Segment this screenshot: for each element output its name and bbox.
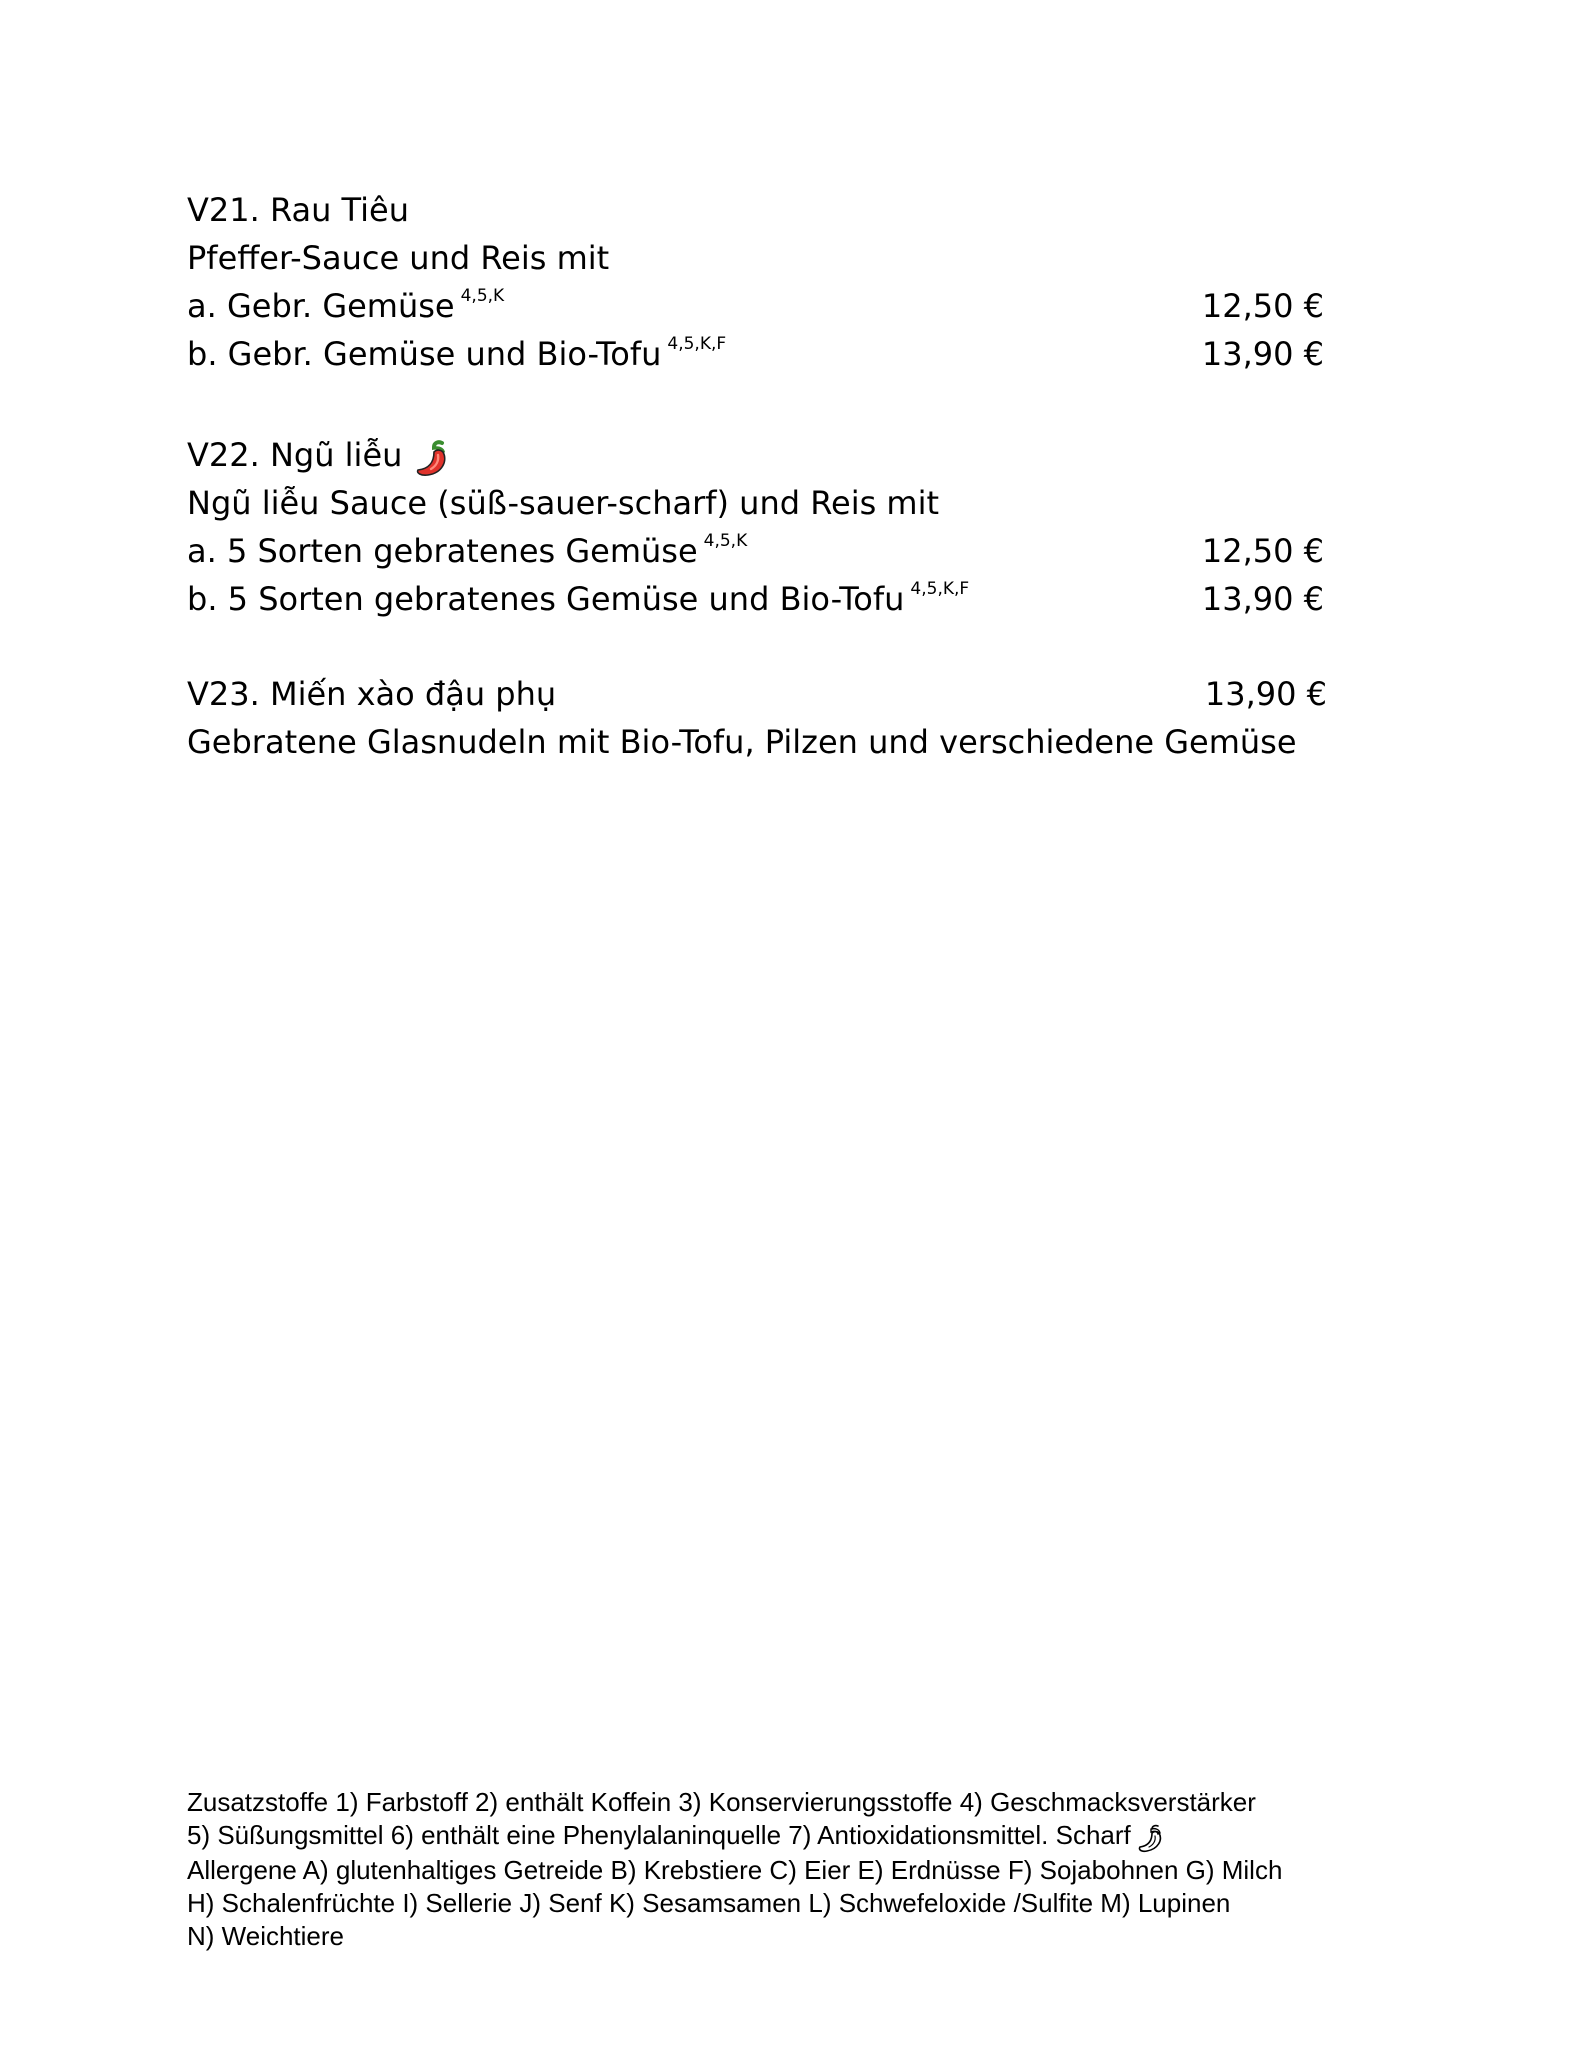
item-title-row — [187, 670, 1337, 718]
option-label: b. Gebr. Gemüse und Bio-Tofu — [187, 335, 662, 373]
chili-pepper-icon — [412, 435, 456, 479]
item-option — [187, 330, 1337, 378]
option-label: b. 5 Sorten gebratenes Gemüse und Bio-Tofu — [187, 580, 905, 618]
legend-text: 5) Süßungsmittel 6) enthält eine Phenylalaninquelle 7) Antioxidationsmittel. Scharf — [187, 1820, 1131, 1850]
option-label: a. Gebr. Gemüse — [187, 287, 455, 325]
legend-line — [187, 1819, 1437, 1854]
option-allergens: 4,5,K,F — [667, 334, 727, 355]
option-allergens: 4,5,K,F — [910, 579, 970, 600]
legend-line: Zusatzstoffe 1) Farbstoff 2) enthält Koffein 3) Konservierungsstoffe 4) Geschmacksverstärker — [187, 1787, 1256, 1817]
option-price: 13,90 € — [1201, 335, 1324, 373]
item-option — [187, 575, 1337, 623]
item-title-row — [187, 431, 1337, 479]
item-price: 13,90 € — [1204, 675, 1327, 713]
item-description: Ngũ liễu Sauce (süß-sauer-scharf) und Reis mit — [187, 484, 940, 522]
option-label: a. 5 Sorten gebratenes Gemüse — [187, 532, 698, 570]
item-option — [187, 527, 1337, 575]
chili-outline-icon — [1135, 1820, 1169, 1854]
option-price: 12,50 € — [1201, 532, 1324, 570]
item-description: Pfeffer-Sauce und Reis mit — [187, 239, 610, 277]
menu-list — [187, 186, 1337, 766]
item-title: V21. Rau Tiêu — [187, 191, 409, 229]
allergen-legend — [187, 1786, 1437, 1953]
option-price: 12,50 € — [1201, 287, 1324, 325]
legend-line: N) Weichtiere — [187, 1921, 345, 1952]
option-allergens: 4,5,K — [460, 286, 505, 307]
item-option — [187, 282, 1337, 330]
item-title: V22. Ngũ liễu — [187, 436, 403, 474]
legend-line: Allergene A) glutenhaltiges Getreide B) Krebstiere C) Eier E) Erdnüsse F) Sojabohnen G) Milch — [187, 1855, 1283, 1886]
item-title: V23. Miến xào đậu phụ — [187, 675, 557, 713]
legend-line: H) Schalenfrüchte I) Sellerie J) Senf K) Sesamsamen L) Schwefeloxide /Sulfite M) Lupinen — [187, 1888, 1231, 1919]
option-price: 13,90 € — [1201, 580, 1324, 618]
option-allergens: 4,5,K — [703, 531, 748, 552]
item-description: Gebratene Glasnudeln mit Bio-Tofu, Pilzen und verschiedene Gemüse — [187, 723, 1297, 761]
